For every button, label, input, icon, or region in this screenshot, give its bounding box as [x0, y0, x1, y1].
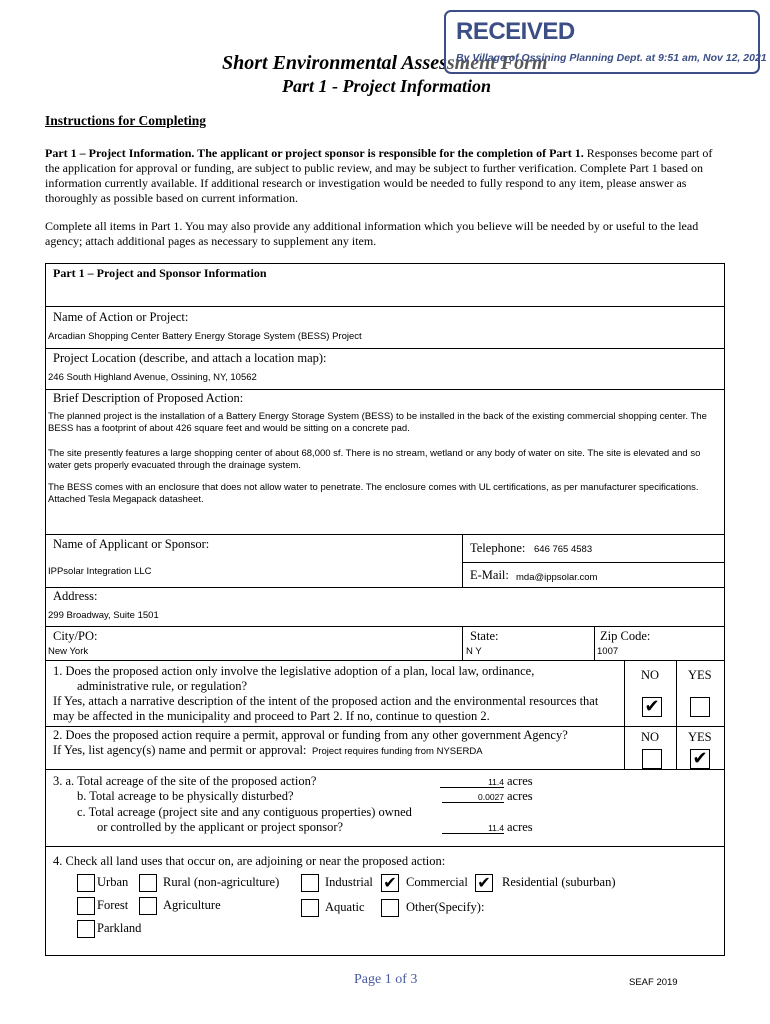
q3-a-label: 3. a. Total acreage of the site of the proposed action? — [53, 774, 317, 788]
instructions-heading: Instructions for Completing — [45, 113, 207, 128]
zip-value[interactable]: 1007 — [597, 646, 619, 657]
location-value[interactable]: 246 South Highland Avenue, Ossining, NY, 10562 — [48, 372, 257, 383]
land-use-rural-checkbox[interactable] — [139, 874, 157, 892]
applicant-value[interactable]: IPPsolar Integration LLC — [48, 566, 152, 577]
land-use-urban-checkbox[interactable] — [77, 874, 95, 892]
form-id: SEAF 2019 — [629, 977, 678, 988]
land-use-agriculture-label: Agriculture — [163, 898, 221, 912]
state-value[interactable]: N Y — [466, 646, 482, 657]
instructions-paragraph-1-rest: Responses become part of the application for approval or funding, are subject to public review, and may be subject to further verification. Complete Part 1 based on information currently available. If additional research or investigation would be needed to fully respond to any item, please answer as thoroughly as possible based on current information. — [45, 146, 713, 205]
divider — [45, 587, 725, 588]
q2-text-line-2: If Yes, list agency(s) name and permit or approval: — [53, 743, 307, 757]
address-value[interactable]: 299 Broadway, Suite 1501 — [48, 610, 159, 621]
stamp-subtitle: By Village of Ossining Planning Dept. at 9:51 am, Nov 12, 2021 — [456, 52, 767, 64]
land-use-agriculture-checkbox[interactable] — [139, 897, 157, 915]
form-section-title: Part 1 – Project and Sponsor Information — [53, 266, 267, 280]
land-use-other-checkbox[interactable] — [381, 899, 399, 917]
q3-b-value[interactable]: 0.0027 — [442, 792, 504, 803]
divider — [45, 726, 725, 727]
q3-b-unit: acres — [507, 789, 533, 803]
divider — [45, 769, 725, 770]
divider — [45, 534, 725, 535]
divider — [45, 389, 725, 390]
q2-no-checkbox[interactable] — [642, 749, 662, 769]
q2-no-label: NO — [641, 730, 660, 744]
email-value[interactable]: mda@ippsolar.com — [516, 572, 598, 583]
description-label: Brief Description of Proposed Action: — [53, 391, 244, 405]
description-paragraph-2[interactable]: The site presently features a large shopping center of about 68,000 sf. There is no stream, wetland or any body of water on site. The site is elevated and so water gets properly evacuated through the drainage system. — [48, 448, 701, 471]
telephone-label: Telephone: — [470, 541, 526, 555]
instructions-paragraph-1 — [45, 146, 725, 206]
state-label: State: — [470, 629, 499, 643]
q3-c-label-2: or controlled by the applicant or project sponsor? — [97, 820, 344, 834]
land-use-commercial-label: Commercial — [406, 875, 468, 889]
q3-b-label: b. Total acreage to be physically disturbed? — [77, 789, 294, 803]
q4-text: 4. Check all land uses that occur on, are adjoining or near the proposed action: — [53, 854, 446, 868]
divider — [45, 626, 725, 627]
action-name-label: Name of Action or Project: — [53, 310, 189, 324]
q1-yes-checkbox[interactable] — [690, 697, 710, 717]
land-use-commercial-checkbox[interactable]: ✔ — [381, 874, 399, 892]
zip-label: Zip Code: — [600, 629, 651, 643]
q1-no-checkbox[interactable]: ✔ — [642, 697, 662, 717]
description-paragraph-1[interactable]: The planned project is the installation of a Battery Energy Storage System (BESS) to be installed in the back of the existing commercial shopping center. The BESS has a footprint of about 426 square feet and would be sitting on a concrete pad. — [48, 411, 707, 434]
divider — [624, 660, 625, 769]
q1-text-line-2: administrative rule, or regulation? — [77, 679, 248, 693]
form-subtitle: Part 1 - Project Information — [282, 76, 492, 96]
land-use-residential-label: Residential (suburban) — [502, 875, 616, 889]
q3-c-value[interactable]: 11.4 — [442, 823, 504, 834]
q2-text-line-1: 2. Does the proposed action require a permit, approval or funding from any other government Agency? — [53, 728, 568, 742]
q1-text-line-3: If Yes, attach a narrative description of the intent of the proposed action and the environmental resources that — [53, 694, 599, 708]
telephone-value[interactable]: 646 765 4583 — [534, 544, 593, 555]
land-use-aquatic-checkbox[interactable] — [301, 899, 319, 917]
divider — [462, 626, 463, 660]
form-title: Short Environmental Assessment Form — [222, 52, 548, 74]
stamp-title: RECEIVED — [456, 18, 575, 45]
q3-a-unit: acres — [507, 774, 533, 788]
land-use-residential-checkbox[interactable]: ✔ — [475, 874, 493, 892]
divider — [594, 626, 595, 660]
divider — [462, 562, 725, 563]
land-use-other-label: Other(Specify): — [406, 900, 485, 914]
divider — [45, 306, 725, 307]
divider — [45, 846, 725, 847]
city-value[interactable]: New York — [48, 646, 89, 657]
land-use-industrial-label: Industrial — [325, 875, 373, 889]
q2-yes-label: YES — [688, 730, 712, 744]
q3-a-value[interactable]: 11.4 — [440, 777, 504, 788]
city-label: City/PO: — [53, 629, 98, 643]
land-use-urban-label: Urban — [97, 875, 129, 889]
divider — [676, 660, 677, 769]
address-label: Address: — [53, 589, 98, 603]
location-label: Project Location (describe, and attach a location map): — [53, 351, 327, 365]
q2-answer[interactable]: Project requires funding from NYSERDA — [312, 746, 483, 757]
q3-c-unit: acres — [507, 820, 533, 834]
divider — [45, 660, 725, 661]
land-use-parkland-label: Parkland — [97, 921, 142, 935]
divider — [45, 348, 725, 349]
divider — [462, 534, 463, 587]
land-use-industrial-checkbox[interactable] — [301, 874, 319, 892]
q1-text-line-1: 1. Does the proposed action only involve the legislative adoption of a plan, local law, ordinance, — [53, 664, 535, 678]
email-label: E-Mail: — [470, 568, 509, 582]
description-paragraph-3[interactable]: The BESS comes with an enclosure that does not allow water to penetrate. The enclosure comes with UL certifications, as per manufacturer specifications. Attached Tesla Megapack datasheet. — [48, 482, 699, 505]
land-use-forest-label: Forest — [97, 898, 129, 912]
q3-c-label: c. Total acreage (project site and any contiguous properties) owned — [77, 805, 412, 819]
instructions-paragraph-1-bold: Part 1 – Project Information. The applicant or project sponsor is responsible for the completion of Part 1. — [45, 146, 584, 160]
q1-text-line-4: may be affected in the municipality and proceed to Part 2. If no, continue to question 2. — [53, 709, 490, 723]
page-number: Page 1 of 3 — [354, 972, 418, 987]
q1-yes-label: YES — [688, 668, 712, 682]
land-use-aquatic-label: Aquatic — [325, 900, 365, 914]
instructions-paragraph-2: Complete all items in Part 1. You may also provide any additional information which you believe will be needed by or useful to the lead agency; attach additional pages as necessary to supplement any item. — [45, 219, 699, 248]
q2-yes-checkbox[interactable]: ✔ — [690, 749, 710, 769]
applicant-label: Name of Applicant or Sponsor: — [53, 537, 210, 551]
land-use-forest-checkbox[interactable] — [77, 897, 95, 915]
received-stamp — [444, 10, 767, 74]
action-name-value[interactable]: Arcadian Shopping Center Battery Energy Storage System (BESS) Project — [48, 331, 362, 342]
land-use-parkland-checkbox[interactable] — [77, 920, 95, 938]
q1-no-label: NO — [641, 668, 660, 682]
land-use-rural-label: Rural (non-agriculture) — [163, 875, 280, 889]
